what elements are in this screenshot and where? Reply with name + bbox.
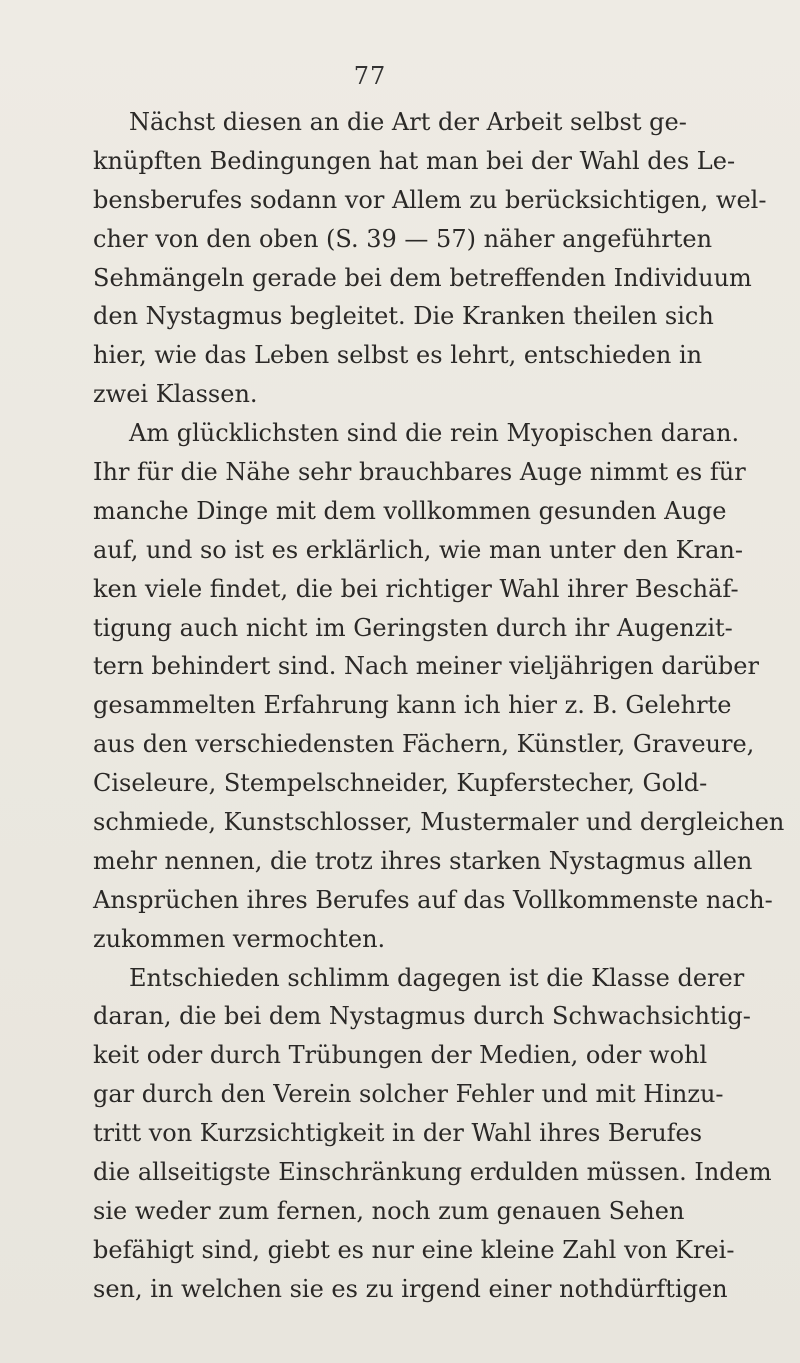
- text-line: gar durch den Verein solcher Fehler und mit Hinzu-: [93, 1080, 724, 1109]
- text-line: die allseitigste Einschränkung erdulden müssen. Indem: [93, 1158, 772, 1187]
- text-line: sen, in welchen sie es zu irgend einer nothdürftigen: [93, 1274, 728, 1303]
- text-line: zwei Klassen.: [93, 380, 258, 409]
- page-number: 77: [353, 62, 387, 90]
- text-line: daran, die bei dem Nystagmus durch Schwachsichtig-: [93, 1002, 751, 1031]
- text-line: Am glücklichsten sind die rein Myopischen daran.: [129, 419, 740, 448]
- text-line: ken viele findet, die bei richtiger Wahl ihrer Beschäf-: [93, 574, 739, 603]
- body-text: [93, 103, 785, 1309]
- text-line: Ansprüchen ihres Berufes auf das Vollkommenste nach-: [93, 885, 773, 914]
- text-line: mehr nennen, die trotz ihres starken Nystagmus allen: [93, 846, 753, 875]
- text-line: Ciseleure, Stempelschneider, Kupferstecher, Gold-: [93, 769, 708, 798]
- text-line: Nächst diesen an die Art der Arbeit selbst ge-: [129, 108, 687, 136]
- text-line: befähigt sind, giebt es nur eine kleine Zahl von Krei-: [93, 1235, 735, 1264]
- text-line: tritt von Kurzsichtigkeit in der Wahl ihres Berufes: [93, 1119, 703, 1148]
- text-line: Sehmängeln gerade bei dem betreffenden Individuum: [93, 263, 752, 292]
- text-line: knüpften Bedingungen hat man bei der Wahl des Le-: [93, 146, 736, 175]
- text-line: bensberufes sodann vor Allem zu berücksichtigen, wel-: [93, 185, 767, 214]
- text-line: sie weder zum fernen, noch zum genauen Sehen: [93, 1196, 685, 1225]
- text-line: aus den verschiedensten Fächern, Künstler, Graveure,: [93, 730, 755, 759]
- text-line: manche Dinge mit dem vollkommen gesunden Auge: [93, 496, 727, 525]
- text-line: gesammelten Erfahrung kann ich hier z. B. Gelehrte: [93, 691, 732, 720]
- text-line: cher von den oben (S. 39 — 57) näher angeführten: [93, 224, 713, 253]
- text-line: Ihr für die Nähe sehr brauchbares Auge nimmt es für: [93, 458, 746, 487]
- text-line: hier, wie das Leben selbst es lehrt, entschieden in: [93, 341, 703, 370]
- text-line: zukommen vermochten.: [93, 924, 386, 953]
- text-line: den Nystagmus begleitet. Die Kranken theilen sich: [93, 302, 714, 331]
- text-line: schmiede, Kunstschlosser, Mustermaler und dergleichen: [93, 808, 785, 837]
- text-line: tigung auch nicht im Geringsten durch ihr Augenzit-: [93, 613, 733, 642]
- text-line: auf, und so ist es erklärlich, wie man unter den Kran-: [93, 535, 743, 564]
- text-line: keit oder durch Trübungen der Medien, oder wohl: [93, 1041, 708, 1070]
- text-line: Entschieden schlimm dagegen ist die Klasse derer: [129, 963, 745, 992]
- text-line: tern behindert sind. Nach meiner vieljährigen darüber: [93, 652, 759, 681]
